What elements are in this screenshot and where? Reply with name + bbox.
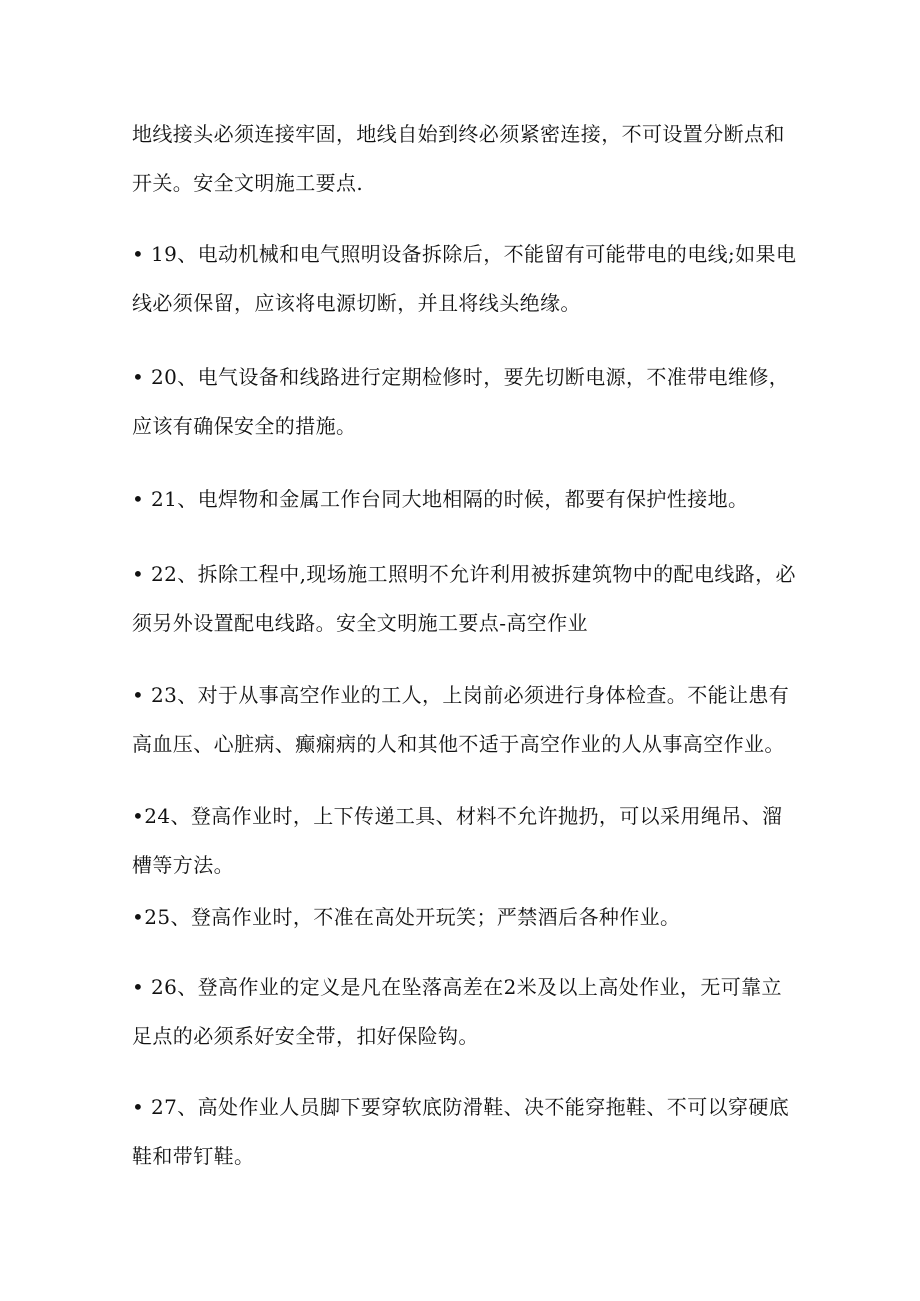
paragraph-item-24: •24、登高作业时，上下传递工具、材料不允许抛扔，可以采用绳吊、溜槽等方法。 bbox=[132, 804, 783, 877]
paragraph-item-22: • 22、拆除工程中,现场施工照明不允许利用被拆建筑物中的配电线路，必须另外设置配电线路。安全文明施工要点-高空作业 bbox=[132, 562, 796, 635]
paragraph-item-26: • 26、登高作业的定义是凡在坠落高差在2米及以上高处作业，无可靠立足点的必须系好安全带，扣好保险钩。 bbox=[132, 975, 782, 1048]
paragraph-item-27: • 27、高处作业人员脚下要穿软底防滑鞋、决不能穿拖鞋、不可以穿硬底鞋和带钉鞋。 bbox=[132, 1095, 790, 1168]
paragraph-grounding: 地线接头必须连接牢固，地线自始到终必须紧密连接，不可设置分断点和开关。安全文明施工要点. bbox=[132, 122, 785, 195]
paragraph-item-25: •25、登高作业时，不准在高处开玩笑；严禁酒后各种作业。 bbox=[132, 905, 681, 929]
paragraph-item-20: • 20、电气设备和线路进行定期检修时，要先切断电源，不准带电维修，应该有确保安全的措施。 bbox=[132, 365, 790, 438]
paragraph-item-21: • 21、电焊物和金属工作台同大地相隔的时候，都要有保护性接地。 bbox=[132, 487, 749, 511]
paragraph-item-19: • 19、电动机械和电气照明设备拆除后，不能留有可能带电的电线;如果电线必须保留，应该将电源切断，并且将线头绝缘。 bbox=[132, 242, 797, 315]
paragraph-item-23: • 23、对于从事高空作业的工人，上岗前必须进行身体检查。不能让患有高血压、心脏病、癫痫病的人和其他不适于高空作业的人从事高空作业。 bbox=[132, 683, 790, 756]
